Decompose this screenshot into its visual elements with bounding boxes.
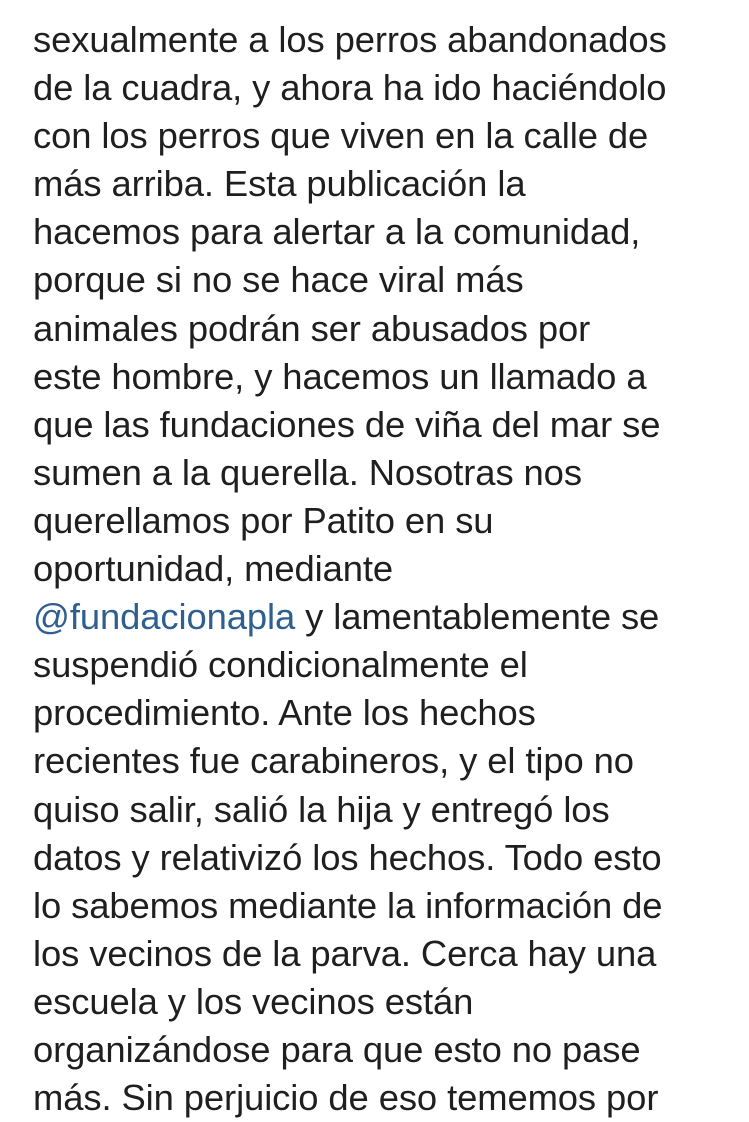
caption-line: más. Sin perjuicio de eso tememos por <box>33 1077 659 1119</box>
caption-line: organizándose para que esto no pase <box>33 1028 641 1070</box>
caption-line: recientes fue carabineros, y el tipo no <box>33 740 634 782</box>
caption-line: que las fundaciones de viña del mar se <box>33 403 661 445</box>
caption-line: animales podrán ser abusados por <box>33 307 591 349</box>
caption-line: suspendió condicionalmente el <box>33 644 528 686</box>
caption-line: sumen a la querella. Nosotras nos <box>33 451 582 493</box>
caption-line: más arriba. Esta publicación la <box>33 163 526 205</box>
caption-line: sexualmente a los perros abandonados <box>33 19 667 60</box>
caption-line: con los perros que viven en la calle de <box>33 115 649 157</box>
caption-line: escuela y los vecinos están <box>33 980 474 1022</box>
caption-line: lo sabemos mediante la información de <box>33 884 663 926</box>
caption-line: procedimiento. Ante los hechos <box>33 692 536 734</box>
caption-line: querellamos por Patito en su <box>33 499 494 541</box>
mention-link[interactable]: @fundacionapla <box>33 596 296 638</box>
post-caption <box>33 16 738 1122</box>
caption-line: datos y relativizó los hechos. Todo esto <box>33 836 662 878</box>
caption-line: hacemos para alertar a la comunidad, <box>33 211 641 253</box>
caption-line-mention <box>33 593 738 641</box>
caption-line: este hombre, y hacemos un llamado a <box>33 355 647 397</box>
caption-line: porque si no se hace viral más <box>33 259 524 301</box>
caption-line: de la cuadra, y ahora ha ido haciéndolo <box>33 67 667 109</box>
caption-line: quiso salir, salió la hija y entregó los <box>33 788 610 830</box>
caption-line: los vecinos de la parva. Cerca hay una <box>33 932 657 974</box>
caption-line: oportunidad, mediante <box>33 548 394 590</box>
mention-tail-text: y lamentablemente se <box>295 596 660 638</box>
